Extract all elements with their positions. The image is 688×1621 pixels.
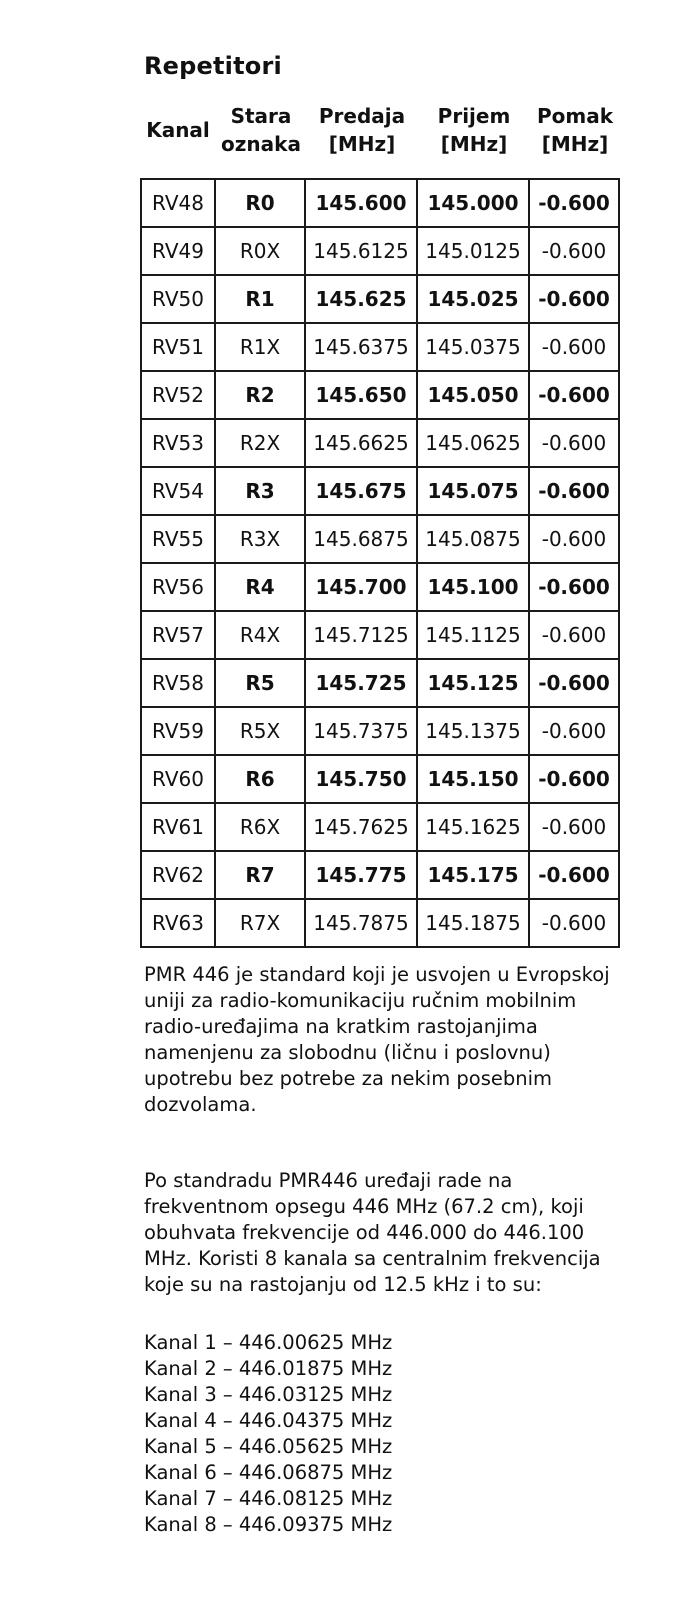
cell-oznaka: R4 [215, 563, 305, 611]
paragraph-line: upotrebu bez potrebe za nekim posebnim [144, 1067, 553, 1090]
cell-pomak: -0.600 [529, 563, 619, 611]
cell-oznaka: R4X [215, 611, 305, 659]
header-stara-line2: oznaka [221, 132, 301, 156]
header-stara-line1: Stara [230, 104, 292, 128]
cell-oznaka: R5X [215, 707, 305, 755]
channel-item: Kanal 4 – 446.04375 MHz [144, 1409, 393, 1432]
cell-pomak: -0.600 [529, 803, 619, 851]
channel-item: Kanal 5 – 446.05625 MHz [144, 1435, 393, 1458]
cell-predaja: 145.650 [305, 371, 417, 419]
header-kanal [140, 116, 216, 144]
cell-oznaka: R2X [215, 419, 305, 467]
channel-list [144, 1330, 392, 1538]
cell-prijem: 145.025 [417, 275, 529, 323]
header-stara-oznaka [216, 102, 306, 158]
cell-oznaka: R7X [215, 899, 305, 947]
channel-item: Kanal 8 – 446.09375 MHz [144, 1513, 393, 1536]
cell-kanal: RV48 [141, 179, 215, 227]
cell-prijem: 145.1875 [417, 899, 529, 947]
cell-pomak: -0.600 [529, 659, 619, 707]
cell-prijem: 145.175 [417, 851, 529, 899]
cell-oznaka: R0 [215, 179, 305, 227]
cell-kanal: RV58 [141, 659, 215, 707]
cell-prijem: 145.1125 [417, 611, 529, 659]
channel-item: Kanal 6 – 446.06875 MHz [144, 1461, 393, 1484]
cell-predaja: 145.7875 [305, 899, 417, 947]
cell-pomak: -0.600 [529, 467, 619, 515]
paragraph-pmr-intro [144, 962, 644, 1118]
table-row [141, 803, 619, 851]
cell-prijem: 145.0125 [417, 227, 529, 275]
cell-kanal: RV50 [141, 275, 215, 323]
cell-predaja: 145.625 [305, 275, 417, 323]
cell-predaja: 145.6875 [305, 515, 417, 563]
paragraph-pmr-standard [144, 1168, 644, 1298]
cell-oznaka: R0X [215, 227, 305, 275]
table-header [144, 102, 644, 162]
header-prijem [418, 102, 530, 158]
table-row [141, 755, 619, 803]
cell-kanal: RV57 [141, 611, 215, 659]
cell-predaja: 145.700 [305, 563, 417, 611]
cell-pomak: -0.600 [529, 227, 619, 275]
cell-pomak: -0.600 [529, 707, 619, 755]
paragraph-line: uniji za radio-komunikaciju ručnim mobilnim [144, 989, 577, 1012]
cell-prijem: 145.0375 [417, 323, 529, 371]
table-row [141, 611, 619, 659]
cell-kanal: RV55 [141, 515, 215, 563]
cell-predaja: 145.775 [305, 851, 417, 899]
paragraph-line: frekventnom opsegu 446 MHz (67.2 cm), koji [144, 1195, 584, 1218]
cell-prijem: 145.100 [417, 563, 529, 611]
cell-kanal: RV54 [141, 467, 215, 515]
header-pomak-line1: Pomak [536, 104, 614, 128]
cell-pomak: -0.600 [529, 851, 619, 899]
header-predaja [306, 102, 418, 158]
header-predaja-line2: [MHz] [328, 132, 396, 156]
cell-kanal: RV53 [141, 419, 215, 467]
repeater-table [140, 178, 620, 948]
cell-prijem: 145.0625 [417, 419, 529, 467]
cell-predaja: 145.7125 [305, 611, 417, 659]
table-row [141, 467, 619, 515]
cell-kanal: RV62 [141, 851, 215, 899]
header-predaja-line1: Predaja [318, 104, 406, 128]
cell-predaja: 145.675 [305, 467, 417, 515]
cell-prijem: 145.000 [417, 179, 529, 227]
cell-pomak: -0.600 [529, 755, 619, 803]
cell-pomak: -0.600 [529, 371, 619, 419]
header-pomak [530, 102, 620, 158]
page-title: Repetitori [144, 52, 282, 80]
cell-pomak: -0.600 [529, 419, 619, 467]
table-row [141, 899, 619, 947]
cell-oznaka: R1X [215, 323, 305, 371]
header-kanal-line: Kanal [146, 118, 210, 142]
cell-predaja: 145.725 [305, 659, 417, 707]
cell-pomak: -0.600 [529, 611, 619, 659]
header-prijem-line2: [MHz] [440, 132, 508, 156]
cell-kanal: RV49 [141, 227, 215, 275]
table-row [141, 323, 619, 371]
cell-oznaka: R6 [215, 755, 305, 803]
table-row [141, 515, 619, 563]
table-row [141, 419, 619, 467]
cell-kanal: RV59 [141, 707, 215, 755]
paragraph-line: Po standradu PMR446 uređaji rade na [144, 1169, 513, 1192]
cell-oznaka: R3X [215, 515, 305, 563]
paragraph-line: obuhvata frekvencije od 446.000 do 446.100 [144, 1221, 585, 1244]
cell-pomak: -0.600 [529, 899, 619, 947]
paragraph-line: namenjenu za slobodnu (ličnu i poslovnu) [144, 1041, 551, 1064]
cell-oznaka: R6X [215, 803, 305, 851]
cell-kanal: RV61 [141, 803, 215, 851]
cell-prijem: 145.150 [417, 755, 529, 803]
cell-prijem: 145.0875 [417, 515, 529, 563]
header-prijem-line1: Prijem [437, 104, 511, 128]
paragraph-line: PMR 446 je standard koji je usvojen u Evropskoj [144, 963, 610, 986]
paragraph-line: radio-uređajima na kratkim rastojanjima [144, 1015, 538, 1038]
cell-oznaka: R1 [215, 275, 305, 323]
cell-kanal: RV56 [141, 563, 215, 611]
table-row [141, 563, 619, 611]
cell-prijem: 145.1625 [417, 803, 529, 851]
cell-oznaka: R5 [215, 659, 305, 707]
table-row [141, 707, 619, 755]
channel-item: Kanal 7 – 446.08125 MHz [144, 1487, 393, 1510]
channel-item: Kanal 2 – 446.01875 MHz [144, 1357, 393, 1380]
cell-predaja: 145.6625 [305, 419, 417, 467]
channel-item: Kanal 1 – 446.00625 MHz [144, 1331, 393, 1354]
header-pomak-line2: [MHz] [541, 132, 609, 156]
cell-kanal: RV63 [141, 899, 215, 947]
cell-oznaka: R3 [215, 467, 305, 515]
paragraph-line: dozvolama. [144, 1093, 257, 1116]
cell-predaja: 145.7375 [305, 707, 417, 755]
table-row [141, 371, 619, 419]
cell-kanal: RV60 [141, 755, 215, 803]
cell-kanal: RV52 [141, 371, 215, 419]
cell-pomak: -0.600 [529, 515, 619, 563]
cell-prijem: 145.1375 [417, 707, 529, 755]
cell-predaja: 145.6125 [305, 227, 417, 275]
table-row [141, 227, 619, 275]
cell-prijem: 145.125 [417, 659, 529, 707]
table-body [141, 179, 619, 947]
paragraph-line: koje su na rastojanju od 12.5 kHz i to su: [144, 1273, 542, 1296]
table-row [141, 275, 619, 323]
cell-prijem: 145.075 [417, 467, 529, 515]
cell-pomak: -0.600 [529, 323, 619, 371]
cell-predaja: 145.6375 [305, 323, 417, 371]
cell-predaja: 145.600 [305, 179, 417, 227]
table-row [141, 851, 619, 899]
table-row [141, 179, 619, 227]
table-row [141, 659, 619, 707]
cell-prijem: 145.050 [417, 371, 529, 419]
cell-predaja: 145.7625 [305, 803, 417, 851]
paragraph-line: MHz. Koristi 8 kanala sa centralnim frekvencija [144, 1247, 601, 1270]
cell-kanal: RV51 [141, 323, 215, 371]
cell-oznaka: R2 [215, 371, 305, 419]
cell-pomak: -0.600 [529, 275, 619, 323]
channel-item: Kanal 3 – 446.03125 MHz [144, 1383, 393, 1406]
cell-oznaka: R7 [215, 851, 305, 899]
cell-pomak: -0.600 [529, 179, 619, 227]
cell-predaja: 145.750 [305, 755, 417, 803]
